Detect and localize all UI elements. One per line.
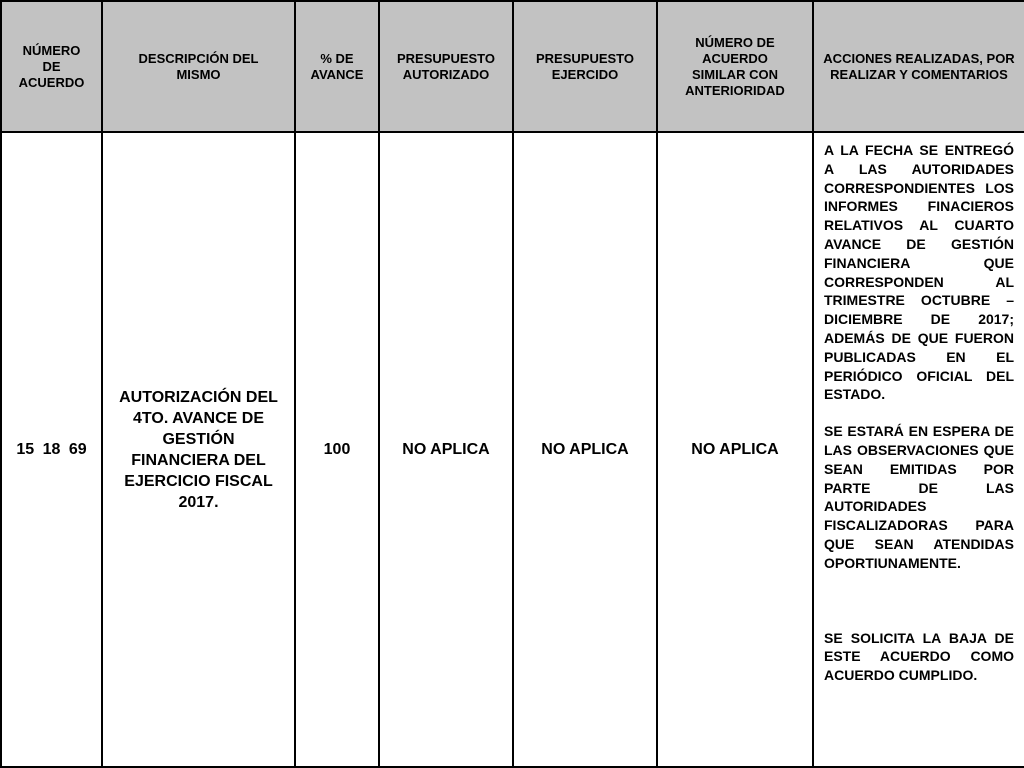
accion-espera: SE ESTARÁ EN ESPERA DE LAS OBSERVACIONES QUE SEAN EMITIDAS POR PARTE DE LAS AUTORIDADES FISCALIZADORAS PARA QUE SEAN ATENDIDAS OPORTIUNAMENTE.: [824, 423, 1014, 571]
cell-numero-acuerdo: 15 18 69: [1, 132, 102, 767]
header-numero-acuerdo: [1, 1, 102, 132]
header-row: [1, 1, 1024, 132]
header-presupuesto-ejercido: [513, 1, 657, 132]
accion-entregado: A LA FECHA SE ENTREGÓ A LAS AUTORIDADES CORRESPONDIENTES LOS INFORMES FINACIEROS RELATIVOS AL CUARTO AVANCE DE GESTIÓN FINANCIERA QUE CORRESPONDEN AL TRIMESTRE OCTUBRE – DICIEMBRE DE 2017; ADEMÁS DE QUE FUERON PUBLICADAS EN EL PERIÓDICO OFICIAL DEL ESTADO.: [824, 142, 1014, 403]
table-header: [1, 1, 1024, 132]
header-presupuesto-autorizado: [379, 1, 513, 132]
header-similar-label: NÚMERO DE ACUERDO SIMILAR CON ANTERIORIDAD: [685, 34, 785, 98]
header-acuerdo-similar: [657, 1, 813, 132]
accion-baja: SE SOLICITA LA BAJA DE ESTE ACUERDO COMO ACUERDO CUMPLIDO.: [824, 629, 1014, 684]
header-descripcion: [102, 1, 295, 132]
cell-acuerdo-similar: NO APLICA: [657, 132, 813, 767]
header-autorizado-label: PRESUPUESTO AUTORIZADO: [396, 50, 495, 82]
cell-acciones: [813, 132, 1024, 767]
header-numero-label: NÚMERO DE ACUERDO: [18, 42, 85, 90]
table-body: [1, 132, 1024, 767]
header-avance-label: % DE AVANCE: [310, 50, 364, 82]
header-acciones-label: ACCIONES REALIZADAS, POR REALIZAR Y COMENTARIOS: [823, 50, 1015, 82]
cell-presupuesto-ejercido: NO APLICA: [513, 132, 657, 767]
header-avance: [295, 1, 379, 132]
header-descripcion-label: DESCRIPCIÓN DEL MISMO: [138, 50, 259, 82]
table-row: [1, 132, 1024, 767]
cell-presupuesto-autorizado: NO APLICA: [379, 132, 513, 767]
header-acciones: [813, 1, 1024, 132]
descripcion-text: AUTORIZACIÓN DEL 4TO. AVANCE DE GESTIÓN FINANCIERA DEL EJERCICIO FISCAL 2017.: [119, 388, 278, 511]
cell-avance: 100: [295, 132, 379, 767]
cell-descripcion: [102, 132, 295, 767]
header-ejercido-label: PRESUPUESTO EJERCIDO: [535, 50, 634, 82]
